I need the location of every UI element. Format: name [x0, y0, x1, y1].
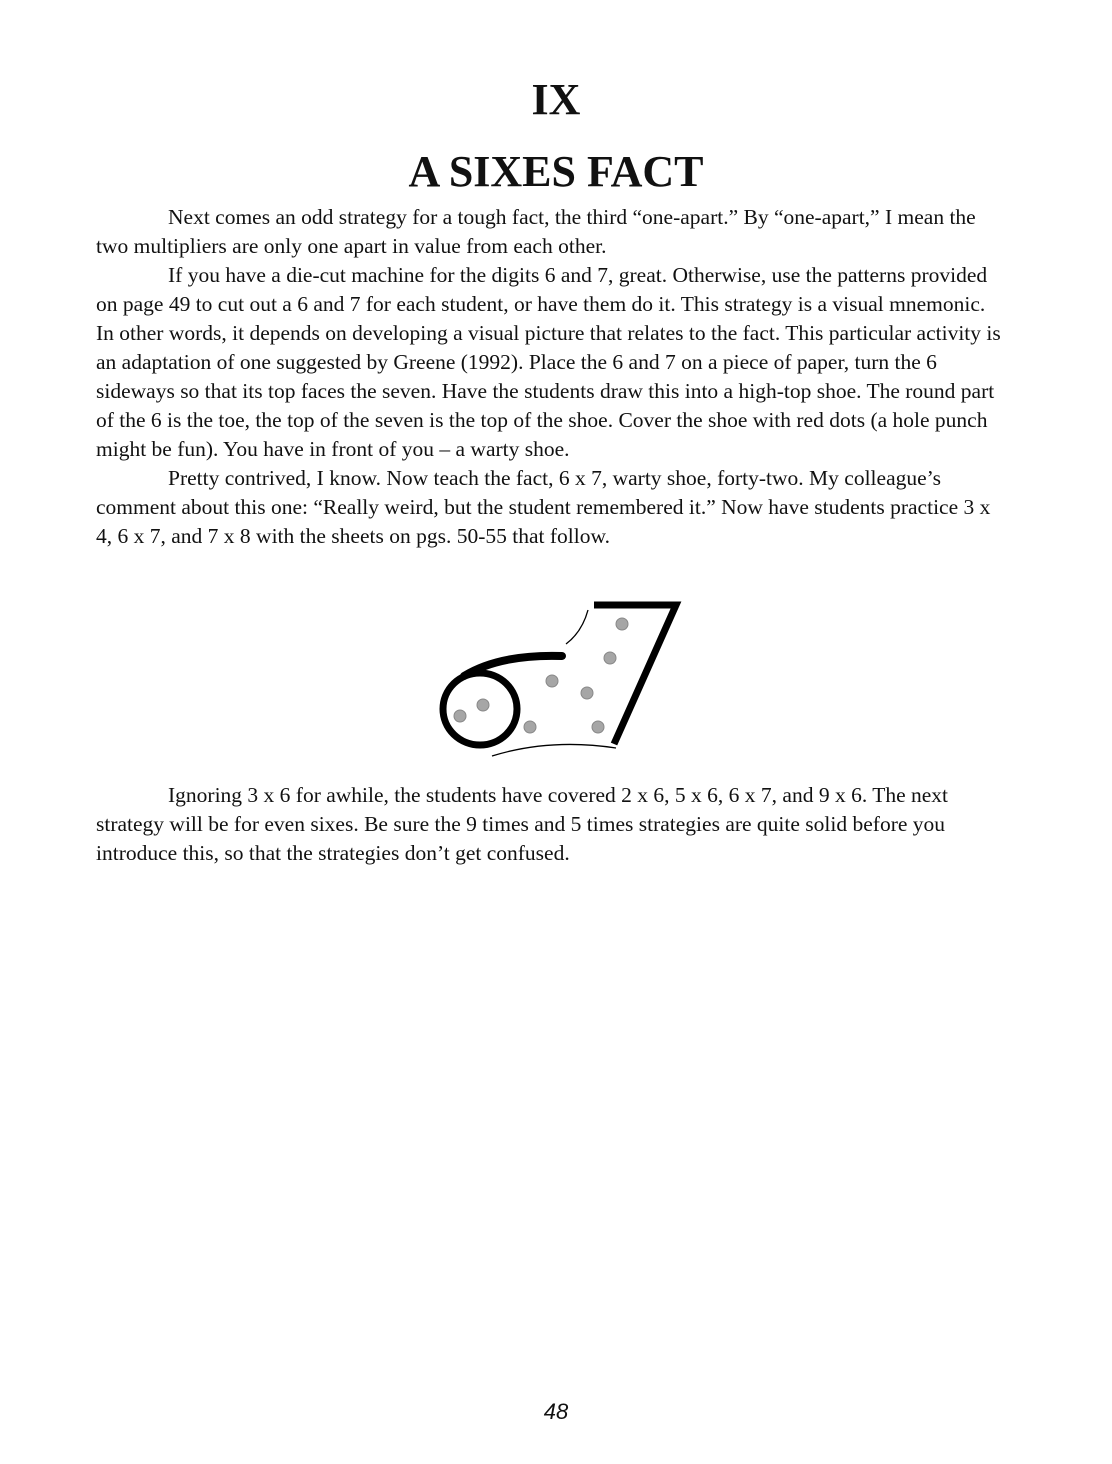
digit-seven-shape	[594, 605, 676, 744]
paragraph-die-cut: If you have a die-cut machine for the digits 6 and 7, great. Otherwise, use the patterns provided on page 49 to cut out a 6 and 7 for each student, or have them do it. This strategy is a visual mnemonic. In other words, it depends on developing a visual picture that relates to the fact. This particular activity is an adaptation of one suggested by Greene (1992). Place the 6 and 7 on a piece of paper, turn the 6 sideways so that its top faces the seven. Have the students draw this into a high-top shoe. The round part of the 6 is the toe, the top of the seven is the top of the shoe. Cover the shoe with red dots (a hole punch might be fun). You have in front of you – a warty shoe.	[96, 263, 1001, 461]
wart-dot	[604, 652, 616, 664]
wart-dot	[546, 675, 558, 687]
warty-shoe-icon	[443, 605, 676, 756]
wart-dot	[454, 710, 466, 722]
body-text-top	[96, 203, 1008, 551]
body-text-bottom	[96, 781, 1008, 868]
wart-dot	[477, 699, 489, 711]
wart-dot	[592, 721, 604, 733]
page-number: 48	[543, 1399, 569, 1424]
warty-shoe-figure	[420, 596, 700, 760]
paragraph-contrived: Pretty contrived, I know. Now teach the fact, 6 x 7, warty shoe, forty-two. My colleague’s comment about this one: “Really weird, but the student remembered it.” Now have students practice 3 x 4, 6 x 7, and 7 x 8 with the sheets on pgs. 50-55 that follow.	[96, 466, 991, 548]
wart-dot	[616, 618, 628, 630]
chapter-number: IX	[531, 75, 581, 124]
chapter-title: A SIXES FACT	[408, 147, 704, 196]
shoe-top-line	[566, 610, 588, 644]
paragraph-ignoring: Ignoring 3 x 6 for awhile, the students have covered 2 x 6, 5 x 6, 6 x 7, and 9 x 6. The next strategy will be for even sixes. Be sure the 9 times and 5 times strategies are quite solid before you introduce this, so that the strategies don’t get confused.	[96, 783, 949, 865]
shoe-sole-line	[492, 744, 616, 756]
wart-dot	[581, 687, 593, 699]
paragraph-one-apart: Next comes an odd strategy for a tough fact, the third “one-apart.” By “one-apart,” I mean the two multipliers are only one apart in value from each other.	[96, 205, 976, 258]
wart-dot	[524, 721, 536, 733]
